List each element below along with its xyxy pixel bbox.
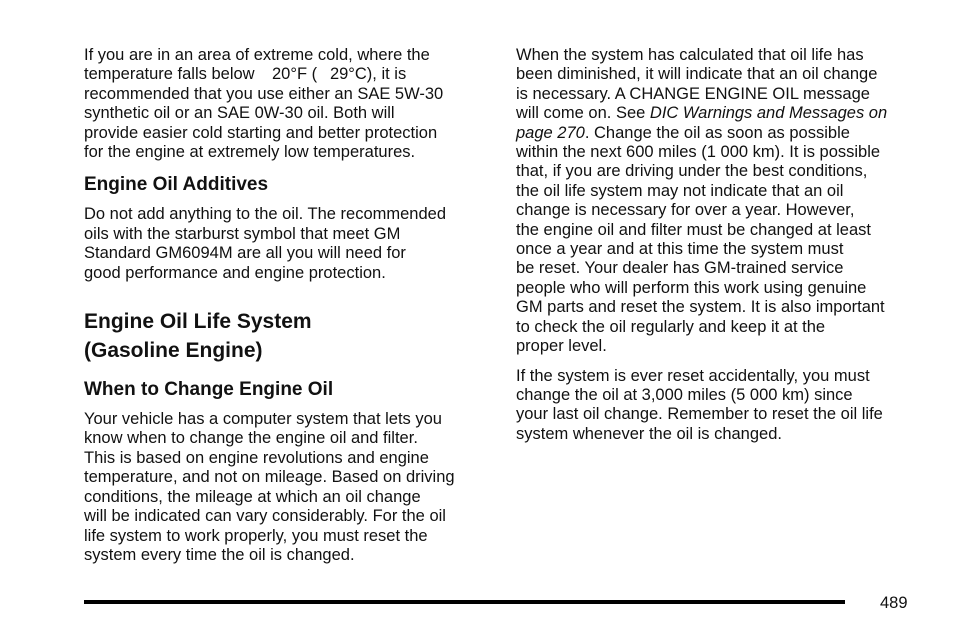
additives-paragraph: Do not add anything to the oil. The recommended oils with the starburst symbol that meet GM Standard GM6094M are all you will need for good performance and engine protection. — [84, 205, 447, 282]
oil-life-system-heading: Engine Oil Life System (Gasoline Engine) — [84, 310, 312, 363]
right-column — [516, 46, 926, 444]
paragraph-text-start: When the system has calculated that oil life has been diminished, it will indicate that an oil change is necessary. A CHANGE ENGINE OIL message will come on. See — [516, 46, 878, 123]
page-number: 489 — [880, 594, 908, 612]
accidental-reset-paragraph: If the system is ever reset accidentally, you must change the oil at 3,000 miles (5 000 km) since your last oil change. Remember to reset the oil life system whenever the oil is changed. — [516, 366, 883, 443]
cold-weather-paragraph: If you are in an area of extreme cold, where the temperature falls below 20°F ( 29°C), it is recommended that you use either an SAE 5W-30 synthetic oil or an SAE 0W-30 oil. Both will provide easier cold starting and better protection for the engine at extremely low temperatures. — [84, 46, 444, 162]
when-to-change-paragraph: Your vehicle has a computer system that lets you know when to change the engine oil and filter. This is based on engine revolutions and engine temperature, and not on mileage. Based on driving conditions, the mileage at which an oil change will be indicated can vary considerably. For the oil life system to work properly, you must reset the system every time the oil is changed. — [84, 410, 455, 564]
dic-warnings-reference-link[interactable]: DIC Warnings and Messages on page 270 — [516, 104, 888, 142]
engine-oil-additives-heading: Engine Oil Additives — [84, 174, 269, 196]
paragraph-text-end: . Change the oil as soon as possible within the next 600 miles (1 000 km). It is possible that, if you are driving under the best conditions, the oil life system may not indicate that an oil change is necessary for over a year. However, the engine oil and filter must be changed at least once a year and at this time the system must be reset. Your dealer has GM-trained service people who will perform this work using genuine GM parts and reset the system. It is also important to check the oil regularly and keep it at the proper level. — [516, 123, 885, 356]
footer-rule — [84, 600, 845, 604]
when-to-change-heading: When to Change Engine Oil — [84, 379, 334, 401]
left-column — [84, 46, 494, 565]
oil-change-indicator-paragraph — [516, 46, 926, 357]
